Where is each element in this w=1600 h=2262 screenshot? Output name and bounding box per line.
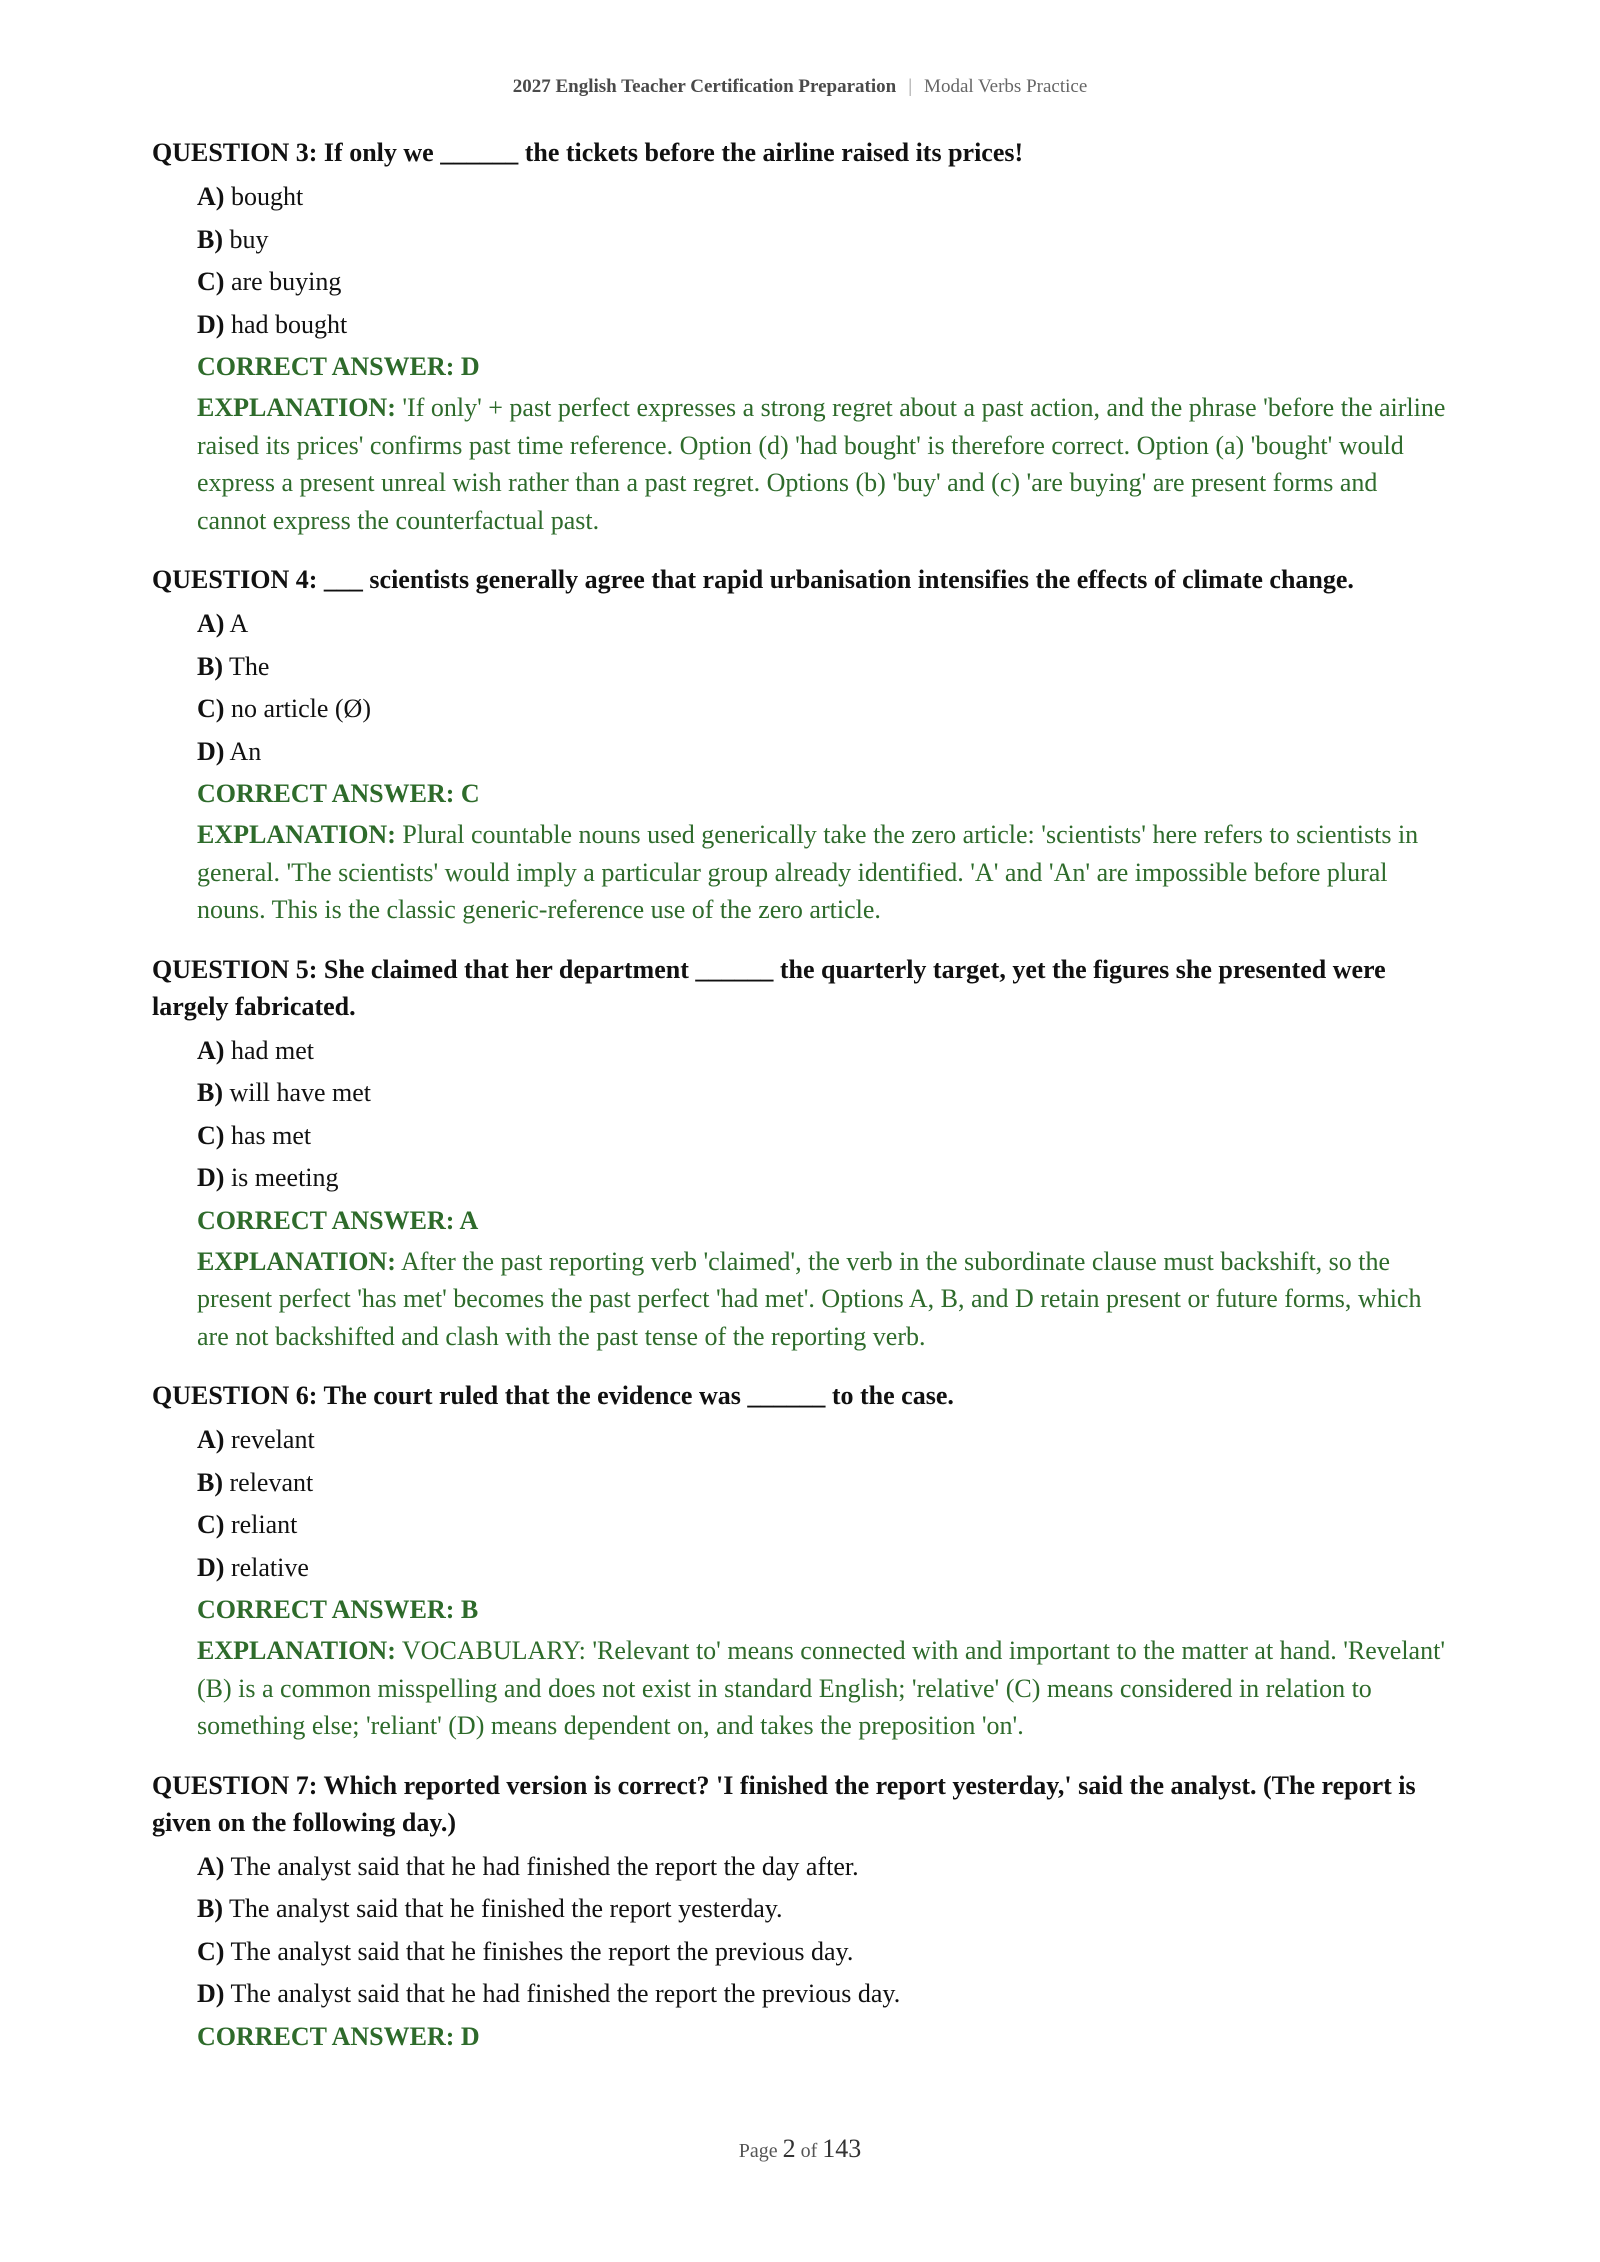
option-text: no article (Ø) bbox=[230, 694, 371, 723]
question-stem: QUESTION 3: If only we ______ the tickets before the airline raised its prices! bbox=[152, 138, 1024, 167]
option-letter: B) bbox=[197, 224, 223, 254]
header-separator: | bbox=[908, 76, 913, 97]
explanation-label: EXPLANATION: bbox=[197, 1246, 396, 1276]
option-text: revelant bbox=[230, 1425, 315, 1454]
option-a bbox=[197, 603, 1452, 646]
option-text: relevant bbox=[229, 1467, 314, 1497]
explanation-text: After the past reporting verb 'claimed', the verb in the subordinate clause must backshift, so the present perfect 'has met' becomes the past perfect 'had met'. Options A, B, and D retain present or future forms, which are not backshifted and clash with the past tense of the reporting verb. bbox=[197, 1246, 1422, 1351]
explanation-label: EXPLANATION: bbox=[197, 393, 396, 422]
option-letter: A) bbox=[197, 1035, 225, 1065]
option-letter: C) bbox=[197, 1120, 225, 1150]
option-text: had met bbox=[230, 1035, 314, 1065]
option-letter: B) bbox=[197, 1078, 223, 1107]
option-letter: A) bbox=[197, 609, 225, 638]
option-letter: C) bbox=[197, 1510, 225, 1539]
option-letter: D) bbox=[197, 736, 225, 766]
option-c bbox=[197, 1115, 1452, 1158]
option-b bbox=[197, 1462, 1452, 1505]
explanation bbox=[152, 816, 1452, 929]
correct-answer: CORRECT ANSWER: D bbox=[197, 352, 480, 381]
option-text: The analyst said that he finishes the report the previous day. bbox=[230, 1936, 854, 1966]
question-stem: QUESTION 5: She claimed that her department ______ the quarterly target, yet the figures she presented were largely fabricated. bbox=[152, 954, 1386, 1021]
question-3 bbox=[152, 134, 1452, 539]
option-text: bought bbox=[230, 182, 304, 211]
option-b bbox=[197, 646, 1452, 689]
option-text: The bbox=[229, 651, 270, 681]
explanation bbox=[152, 1632, 1452, 1745]
correct-answer: CORRECT ANSWER: B bbox=[197, 1595, 479, 1624]
option-text: are buying bbox=[230, 267, 342, 296]
option-c bbox=[197, 1931, 1452, 1974]
option-c bbox=[197, 261, 1452, 304]
option-d bbox=[197, 1547, 1452, 1590]
option-letter: D) bbox=[197, 309, 225, 339]
option-text: relative bbox=[230, 1552, 309, 1582]
explanation bbox=[152, 1243, 1452, 1356]
question-stem: QUESTION 6: The court ruled that the evidence was ______ to the case. bbox=[152, 1381, 954, 1410]
question-7 bbox=[152, 1767, 1452, 2058]
question-list bbox=[152, 134, 1452, 2080]
option-c bbox=[197, 1504, 1452, 1547]
option-letter: B) bbox=[197, 1894, 223, 1923]
option-letter: B) bbox=[197, 651, 223, 681]
option-text: buy bbox=[229, 224, 269, 254]
correct-answer: CORRECT ANSWER: A bbox=[197, 1205, 479, 1235]
option-text: A bbox=[229, 609, 249, 638]
option-letter: A) bbox=[197, 1425, 225, 1454]
explanation-text: 'If only' + past perfect expresses a strong regret about a past action, and the phrase 'before the airline raised its prices' confirms past time reference. Option (d) 'had bought' is therefore correct. Option (a) 'bought' would express a present unreal wish rather than a past regret. Options (b) 'buy' and (c) 'are buying' are present forms and cannot express the counterfactual past. bbox=[197, 393, 1446, 535]
question-4 bbox=[152, 561, 1452, 929]
explanation-label: EXPLANATION: bbox=[197, 1636, 396, 1665]
explanation-label: EXPLANATION: bbox=[197, 820, 396, 849]
option-d bbox=[197, 1973, 1452, 2016]
option-a bbox=[197, 1030, 1452, 1073]
page-number: 2 bbox=[782, 2134, 796, 2163]
of-word: of bbox=[800, 2140, 818, 2162]
option-text: The analyst said that he had finished the report the day after. bbox=[230, 1851, 859, 1881]
option-b bbox=[197, 1888, 1452, 1931]
option-text: The analyst said that he had finished the report the previous day. bbox=[230, 1979, 901, 2008]
question-5 bbox=[152, 951, 1452, 1356]
option-text: The analyst said that he finished the report yesterday. bbox=[229, 1894, 783, 1923]
page-word: Page bbox=[738, 2140, 778, 2162]
option-letter: C) bbox=[197, 1936, 225, 1966]
explanation-text: Plural countable nouns used generically take the zero article: 'scientists' here refers to scientists in general. 'The scientists' would imply a particular group already identified. 'A' and 'An' are impossible before plural nouns. This is the classic generic-reference use of the zero article. bbox=[197, 820, 1419, 924]
options-list bbox=[152, 1030, 1452, 1200]
option-text: had bought bbox=[230, 309, 348, 339]
option-b bbox=[197, 1072, 1452, 1115]
correct-answer: CORRECT ANSWER: C bbox=[197, 779, 480, 808]
option-letter: A) bbox=[197, 182, 225, 211]
options-list bbox=[152, 1419, 1452, 1589]
option-d bbox=[197, 1157, 1452, 1200]
option-d bbox=[197, 304, 1452, 347]
option-letter: D) bbox=[197, 1163, 225, 1192]
option-a bbox=[197, 176, 1452, 219]
option-c bbox=[197, 688, 1452, 731]
option-text: reliant bbox=[230, 1510, 298, 1539]
option-text: is meeting bbox=[230, 1163, 339, 1192]
options-list bbox=[152, 1846, 1452, 2016]
option-b bbox=[197, 219, 1452, 262]
options-list bbox=[152, 176, 1452, 346]
question-stem: QUESTION 7: Which reported version is correct? 'I finished the report yesterday,' said the analyst. (The report is given on the following day.) bbox=[152, 1770, 1416, 1837]
page-footer bbox=[0, 2134, 1600, 2164]
option-letter: C) bbox=[197, 694, 225, 723]
option-text: will have met bbox=[229, 1078, 372, 1107]
option-letter: A) bbox=[197, 1851, 225, 1881]
question-stem: QUESTION 4: ___ scientists generally agree that rapid urbanisation intensifies the effects of climate change. bbox=[152, 565, 1354, 594]
option-d bbox=[197, 731, 1452, 774]
option-letter: D) bbox=[197, 1552, 225, 1582]
correct-answer: CORRECT ANSWER: D bbox=[197, 2021, 480, 2051]
option-letter: B) bbox=[197, 1467, 223, 1497]
option-text: An bbox=[229, 736, 262, 766]
option-letter: D) bbox=[197, 1979, 225, 2008]
total-pages: 143 bbox=[822, 2134, 862, 2163]
question-6 bbox=[152, 1377, 1452, 1745]
option-a bbox=[197, 1419, 1452, 1462]
explanation bbox=[152, 389, 1452, 539]
explanation-text: VOCABULARY: 'Relevant to' means connected with and important to the matter at hand. 'Revelant' (B) is a common misspelling and does not exist in standard English; 'relative' (C) means considered in relation to something else; 'reliant' (D) means dependent on, and takes the preposition 'on'. bbox=[197, 1636, 1446, 1740]
option-letter: C) bbox=[197, 267, 225, 296]
options-list bbox=[152, 603, 1452, 773]
option-a bbox=[197, 1846, 1452, 1889]
running-header bbox=[0, 76, 1600, 98]
option-text: has met bbox=[230, 1120, 312, 1150]
document-title: 2027 English Teacher Certification Preparation bbox=[512, 76, 897, 97]
document-subtitle: Modal Verbs Practice bbox=[924, 76, 1088, 97]
